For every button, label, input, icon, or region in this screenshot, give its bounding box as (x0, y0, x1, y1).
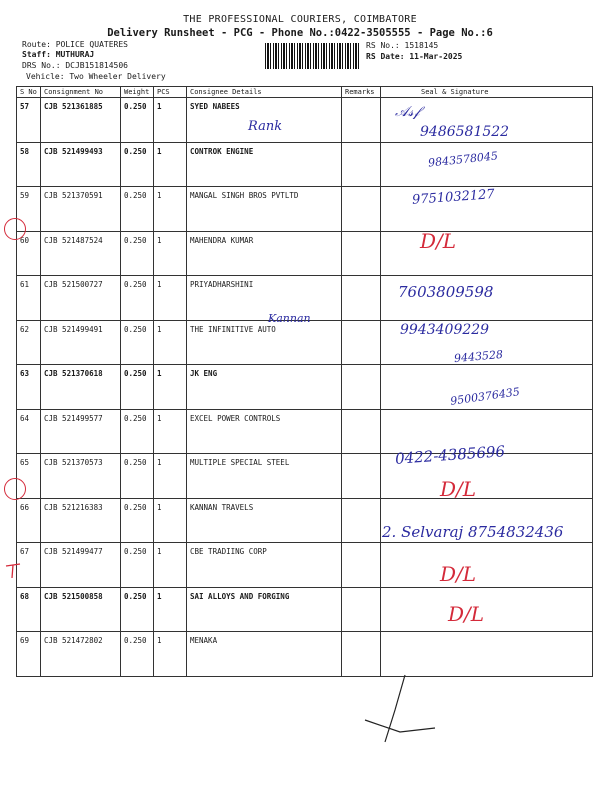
cell-pcs: 1 (154, 543, 187, 588)
cell-sno: 58 (17, 142, 41, 187)
table-row (17, 409, 593, 454)
cell-weight: 0.250 (121, 365, 154, 410)
cell-pcs: 1 (154, 231, 187, 276)
cell-pcs: 1 (154, 320, 187, 365)
handwritten-rank: Rank (248, 119, 283, 134)
handwritten-phone-57: 9486581522 (420, 124, 510, 140)
cell-pcs: 1 (154, 365, 187, 410)
route: Route: POLICE QUATERES (22, 40, 128, 49)
handwritten-phone-61: 7603809598 (398, 283, 494, 301)
handwritten-phone-64: 9500376435 (449, 385, 521, 408)
cell-sno: 66 (17, 498, 41, 543)
company-name: THE PROFESSIONAL COURIERS, COIMBATORE (183, 14, 417, 25)
cell-pcs: 1 (154, 632, 187, 677)
cell-sno: 61 (17, 276, 41, 321)
handwritten-kannan: Kannan (268, 312, 311, 325)
cell-sno: 65 (17, 454, 41, 499)
cell-consignee: SAI ALLOYS AND FORGING (187, 587, 342, 632)
table-row (17, 632, 593, 677)
cell-consignment: CJB 521499577 (41, 409, 121, 454)
cell-sno: 69 (17, 632, 41, 677)
cell-consignee: MULTIPLE SPECIAL STEEL (187, 454, 342, 499)
cell-consignee: SYED NABEES (187, 98, 342, 143)
handwritten-signature-67: 2. Selvaraj 8754832436 (382, 523, 564, 541)
handwritten-phone-62: 9943409229 (400, 322, 490, 338)
col-pcs: PCS (154, 87, 187, 98)
cell-consignee: JK ENG (187, 365, 342, 410)
cell-consignee: PRIYADHARSHINI (187, 276, 342, 321)
rs-date: RS Date: 11-Mar-2025 (366, 52, 463, 61)
cell-weight: 0.250 (121, 454, 154, 499)
red-tick-mark (4, 560, 24, 580)
handwritten-phone-59: 9751032127 (411, 187, 496, 208)
cell-remarks (342, 543, 381, 588)
table-row (17, 320, 593, 365)
cell-weight: 0.250 (121, 98, 154, 143)
red-circle-mark (4, 218, 26, 240)
cell-remarks (342, 498, 381, 543)
runsheet-title: Delivery Runsheet - PCG - Phone No.:0422-3505555 - Page No.:6 (107, 27, 493, 39)
col-weight: Weight (121, 87, 154, 98)
cell-weight: 0.250 (121, 409, 154, 454)
cell-signature (381, 543, 593, 588)
cell-consignee: CBE TRADIING CORP (187, 543, 342, 588)
col-consignee: Consignee Details (187, 87, 342, 98)
col-sno: S No (17, 87, 41, 98)
cell-consignment: CJB 521500858 (41, 587, 121, 632)
table-row (17, 543, 593, 588)
runsheet-table (16, 86, 593, 677)
handwritten-dl-68: D/L (440, 562, 477, 586)
cell-weight: 0.250 (121, 231, 154, 276)
cell-remarks (342, 320, 381, 365)
handwritten-dl-69: D/L (448, 602, 485, 626)
cell-remarks (342, 587, 381, 632)
cell-remarks (342, 231, 381, 276)
cell-consignment: CJB 521499477 (41, 543, 121, 588)
cell-sno: 57 (17, 98, 41, 143)
cell-sno: 60 (17, 231, 41, 276)
cell-pcs: 1 (154, 454, 187, 499)
cell-weight: 0.250 (121, 587, 154, 632)
cell-consignee: MENAKA (187, 632, 342, 677)
cell-weight: 0.250 (121, 632, 154, 677)
table-row (17, 187, 593, 232)
cell-consignee: EXCEL POWER CONTROLS (187, 409, 342, 454)
handwritten-phone-65: 0422-4385696 (394, 442, 506, 468)
cell-remarks (342, 365, 381, 410)
cell-consignment: CJB 521499493 (41, 142, 121, 187)
cell-weight: 0.250 (121, 142, 154, 187)
handwritten-phone-63: 9443528 (453, 347, 504, 366)
cell-sno: 68 (17, 587, 41, 632)
cell-sno: 64 (17, 409, 41, 454)
table-row (17, 231, 593, 276)
cell-weight: 0.250 (121, 543, 154, 588)
cell-remarks (342, 454, 381, 499)
cell-sno: 62 (17, 320, 41, 365)
cell-sno: 59 (17, 187, 41, 232)
table-row (17, 454, 593, 499)
cell-signature (381, 587, 593, 632)
cell-consignee: MANGAL SINGH BROS PVTLTD (187, 187, 342, 232)
table-header-row (17, 87, 593, 98)
staff: Staff: MUTHURAJ (22, 50, 95, 59)
col-consignment: Consignment No (41, 87, 121, 98)
cell-pcs: 1 (154, 187, 187, 232)
cell-weight: 0.250 (121, 498, 154, 543)
table-row (17, 142, 593, 187)
handwritten-dl-60: D/L (420, 229, 457, 253)
rs-no: RS No.: 1518145 (366, 41, 439, 50)
cell-remarks (342, 98, 381, 143)
cell-sno: 63 (17, 365, 41, 410)
cell-signature (381, 142, 593, 187)
cell-consignment: CJB 521370573 (41, 454, 121, 499)
red-circle-mark (4, 478, 26, 500)
cell-pcs: 1 (154, 409, 187, 454)
cell-pcs: 1 (154, 498, 187, 543)
cell-pcs: 1 (154, 142, 187, 187)
cell-pcs: 1 (154, 276, 187, 321)
cell-consignment: CJB 521361885 (41, 98, 121, 143)
cell-remarks (342, 142, 381, 187)
col-remarks: Remarks (342, 87, 381, 98)
cell-weight: 0.250 (121, 276, 154, 321)
cell-weight: 0.250 (121, 187, 154, 232)
cell-consignment: CJB 521499491 (41, 320, 121, 365)
table-row (17, 587, 593, 632)
cell-consignee: CONTROK ENGINE (187, 142, 342, 187)
cell-consignment: CJB 521370618 (41, 365, 121, 410)
cell-consignee: KANNAN TRAVELS (187, 498, 342, 543)
cell-consignment: CJB 521216383 (41, 498, 121, 543)
cell-remarks (342, 276, 381, 321)
cell-signature (381, 231, 593, 276)
cell-weight: 0.250 (121, 320, 154, 365)
cell-consignment: CJB 521487524 (41, 231, 121, 276)
cell-pcs: 1 (154, 98, 187, 143)
cell-consignment: CJB 521500727 (41, 276, 121, 321)
signature-scribble: 𝒜𝓈𝒻 (395, 104, 420, 120)
barcode (265, 43, 360, 69)
cell-remarks (342, 187, 381, 232)
vehicle: Vehicle: Two Wheeler Delivery (26, 72, 166, 81)
cell-consignee: MAHENDRA KUMAR (187, 231, 342, 276)
pen-stroke (355, 670, 445, 750)
cell-remarks (342, 409, 381, 454)
drs-no: DRS No.: DCJB151814506 (22, 61, 128, 70)
handwritten-phone-58: 9843578045 (427, 149, 499, 170)
cell-consignment: CJB 521370591 (41, 187, 121, 232)
cell-consignment: CJB 521472802 (41, 632, 121, 677)
cell-pcs: 1 (154, 587, 187, 632)
cell-consignee: THE INFINITIVE AUTO (187, 320, 342, 365)
cell-sno: 67 (17, 543, 41, 588)
handwritten-dl-66: D/L (440, 477, 477, 501)
col-signature: Seal & Signature (381, 87, 593, 98)
